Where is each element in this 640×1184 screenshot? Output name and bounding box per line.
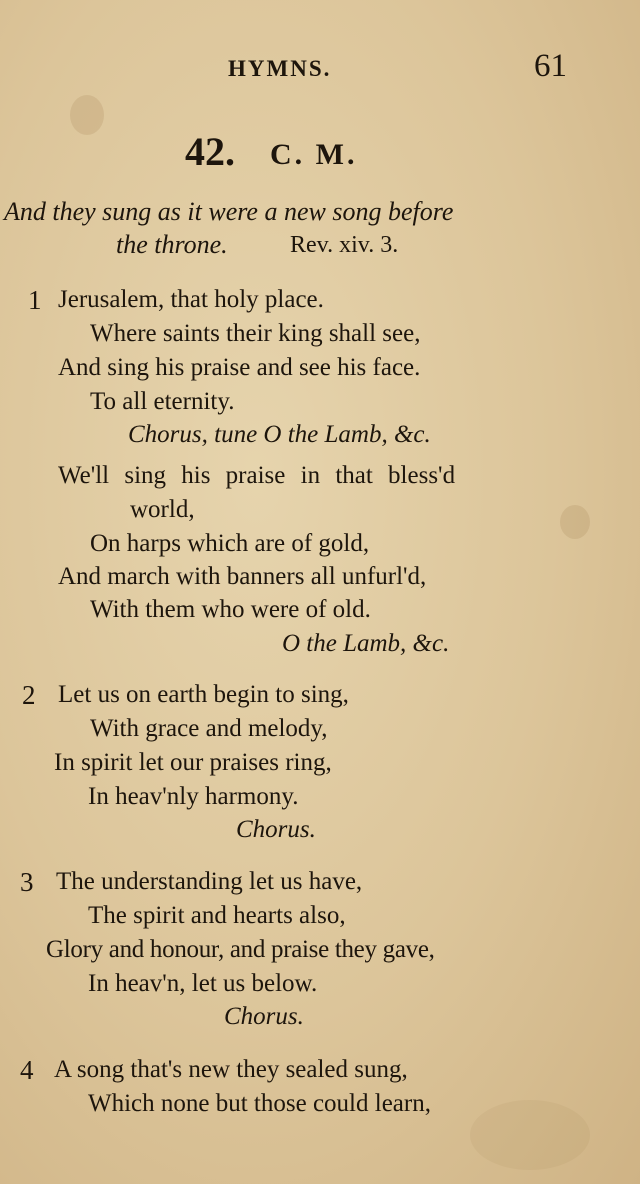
verse-line: To all eternity. — [90, 388, 235, 415]
verse-number: 1 — [28, 285, 42, 315]
verse-line: The understanding let us have, — [56, 868, 363, 895]
verse-line: Let us on earth begin to sing, — [58, 681, 349, 708]
verse-line: The spirit and hearts also, — [88, 902, 346, 929]
verse-line: world, — [130, 496, 195, 523]
chorus-line: Chorus. — [236, 816, 316, 843]
verse-line: A song that's new they sealed sung, — [54, 1056, 408, 1083]
verse-line: And sing his praise and see his face. — [58, 354, 421, 381]
verse-line: In heav'n, let us below. — [88, 970, 318, 997]
verse-number: 4 — [20, 1055, 34, 1085]
verse-line: With grace and melody, — [90, 715, 328, 742]
verse-line: Which none but those could learn, — [88, 1090, 431, 1117]
chorus-line: O the Lamb, &c. — [282, 630, 450, 657]
page-number: 61 — [534, 48, 567, 84]
verse-line: And march with banners all unfurl'd, — [58, 563, 427, 590]
verse-line: In heav'nly harmony. — [88, 783, 299, 810]
verse-number: 2 — [22, 680, 36, 710]
verse-line: On harps which are of gold, — [90, 530, 370, 557]
epigraph-line-2: the throne. — [116, 230, 228, 259]
verse-line: With them who were of old. — [90, 596, 371, 623]
hymn-number: 42. — [185, 129, 235, 174]
hymn-meter: C. M. — [270, 138, 358, 171]
verse-line: Jerusalem, that holy place. — [58, 286, 324, 313]
running-head: HYMNS. — [228, 56, 332, 81]
paper-stain — [560, 505, 590, 539]
verse-line: Where saints their king shall see, — [90, 320, 421, 347]
paper-stain — [470, 1100, 590, 1170]
verse-number: 3 — [20, 867, 34, 897]
chorus-line: Chorus, tune O the Lamb, &c. — [128, 421, 431, 448]
verse-line: We'll sing his praise in that bless'd — [58, 462, 456, 489]
verse-line: Glory and honour, and praise they gave, — [46, 936, 435, 963]
epigraph-line-1: And they sung as it were a new song before — [4, 197, 454, 226]
verse-line: In spirit let our praises ring, — [54, 749, 332, 776]
scripture-reference: Rev. xiv. 3. — [290, 232, 399, 258]
paper-stain — [70, 95, 104, 135]
chorus-line: Chorus. — [224, 1003, 304, 1030]
